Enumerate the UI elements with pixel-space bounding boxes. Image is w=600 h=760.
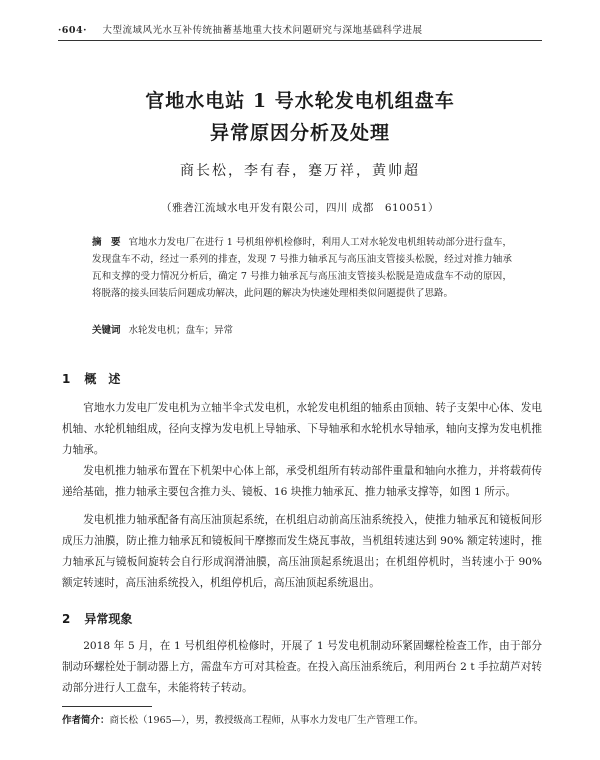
section-1-heading (62, 370, 120, 387)
keywords (92, 322, 512, 336)
footnote-text: 商长松（1965—），男，教授级高工程师，从事水力发电厂生产管理工作。 (109, 715, 424, 726)
article-title-line-1: 官地水电站 1 号水轮发电机组盘车 (145, 90, 455, 112)
footnote-rule (62, 706, 152, 707)
section-1-paragraph-2: 发电机推力轴承布置在下机架中心体上部，承受机组所有转动部件重量和轴向水推力，并将载荷传递给基础，推力轴承主要包含推力头、镜板、16 块推力轴承瓦、推力轴承支撑等，如图 1 所示。 (62, 465, 542, 498)
section-1-title: 概 述 (84, 372, 121, 386)
section-2-heading (62, 610, 132, 627)
footnote (62, 712, 542, 726)
running-header (58, 22, 540, 36)
section-2-title: 异常现象 (84, 612, 133, 626)
abstract-text: 官地水力发电厂在进行 1 号机组停机检修时，利用人工对水轮发电机组转动部分进行盘车，发现盘车不动，经过一系列的排查，发现 7 号推力轴承瓦与高压油支管接头松脱，经过对推力轴承瓦和支撑的受力情况分析后，确定 7 号推力轴承瓦与高压油支管接头松脱是造成盘车不动的原因，将脱落的接头回装后问题成功解决，此问题的解决为快速处理相类似问题提供了思路。 (92, 237, 512, 299)
abstract (92, 234, 512, 302)
affiliation: （雅砻江流域水电开发有限公司，四川 成都 610051） (161, 202, 439, 214)
abstract-label: 摘 要 (92, 237, 121, 248)
keywords-label: 关键词 (92, 325, 121, 336)
article-title-line-2: 异常原因分析及处理 (209, 122, 390, 144)
keywords-text: 水轮发电机；盘车；异常 (128, 325, 234, 336)
header-rule (58, 40, 542, 41)
running-title: 大型流域风光水互补传统抽蓄基地重大技术问题研究与深地基础科学进展 (102, 25, 423, 36)
section-1-paragraph-1: 官地水力发电厂发电机为立轴半伞式发电机，水轮发电机组的轴系由顶轴、转子支架中心体、发电机轴、水轮机轴组成，径向支撑为发电机上导轴承、下导轴承和水轮机水导轴承，轴向支撑为发电机推力轴承。 (62, 402, 542, 456)
section-2-paragraph-1: 2018 年 5 月，在 1 号机组停机检修时，开展了 1 号发电机制动环紧固螺栓检查工作，由于部分制动环螺栓处于制动器上方，需盘车方可对其检查。在投入高压油系统后，利用两台 2 t 手拉葫芦对转动部分进行人工盘车，未能将转子转动。 (62, 640, 542, 694)
section-1-paragraph-3: 发电机推力轴承配备有高压油顶起系统，在机组启动前高压油系统投入，使推力轴承瓦和镜板间形成压力油膜，防止推力轴承瓦和镜板间干摩擦而发生烧瓦事故，当机组转速达到 90% 额定转速时，推力轴承瓦与镜板间旋转会自行形成润滑油膜，高压油顶起系统退出；在机组停机时，当转速小于 90% 额定转速时，高压油系统投入，机组停机后，高压油顶起系统退出。 (62, 514, 542, 589)
page-number: ·604· (58, 25, 87, 36)
section-2-number: 2 (62, 612, 71, 626)
footnote-label: 作者简介： (62, 715, 110, 726)
section-1-number: 1 (62, 372, 71, 386)
authors: 商长松，李有春，蹇万祥，黄帅超 (180, 163, 420, 179)
